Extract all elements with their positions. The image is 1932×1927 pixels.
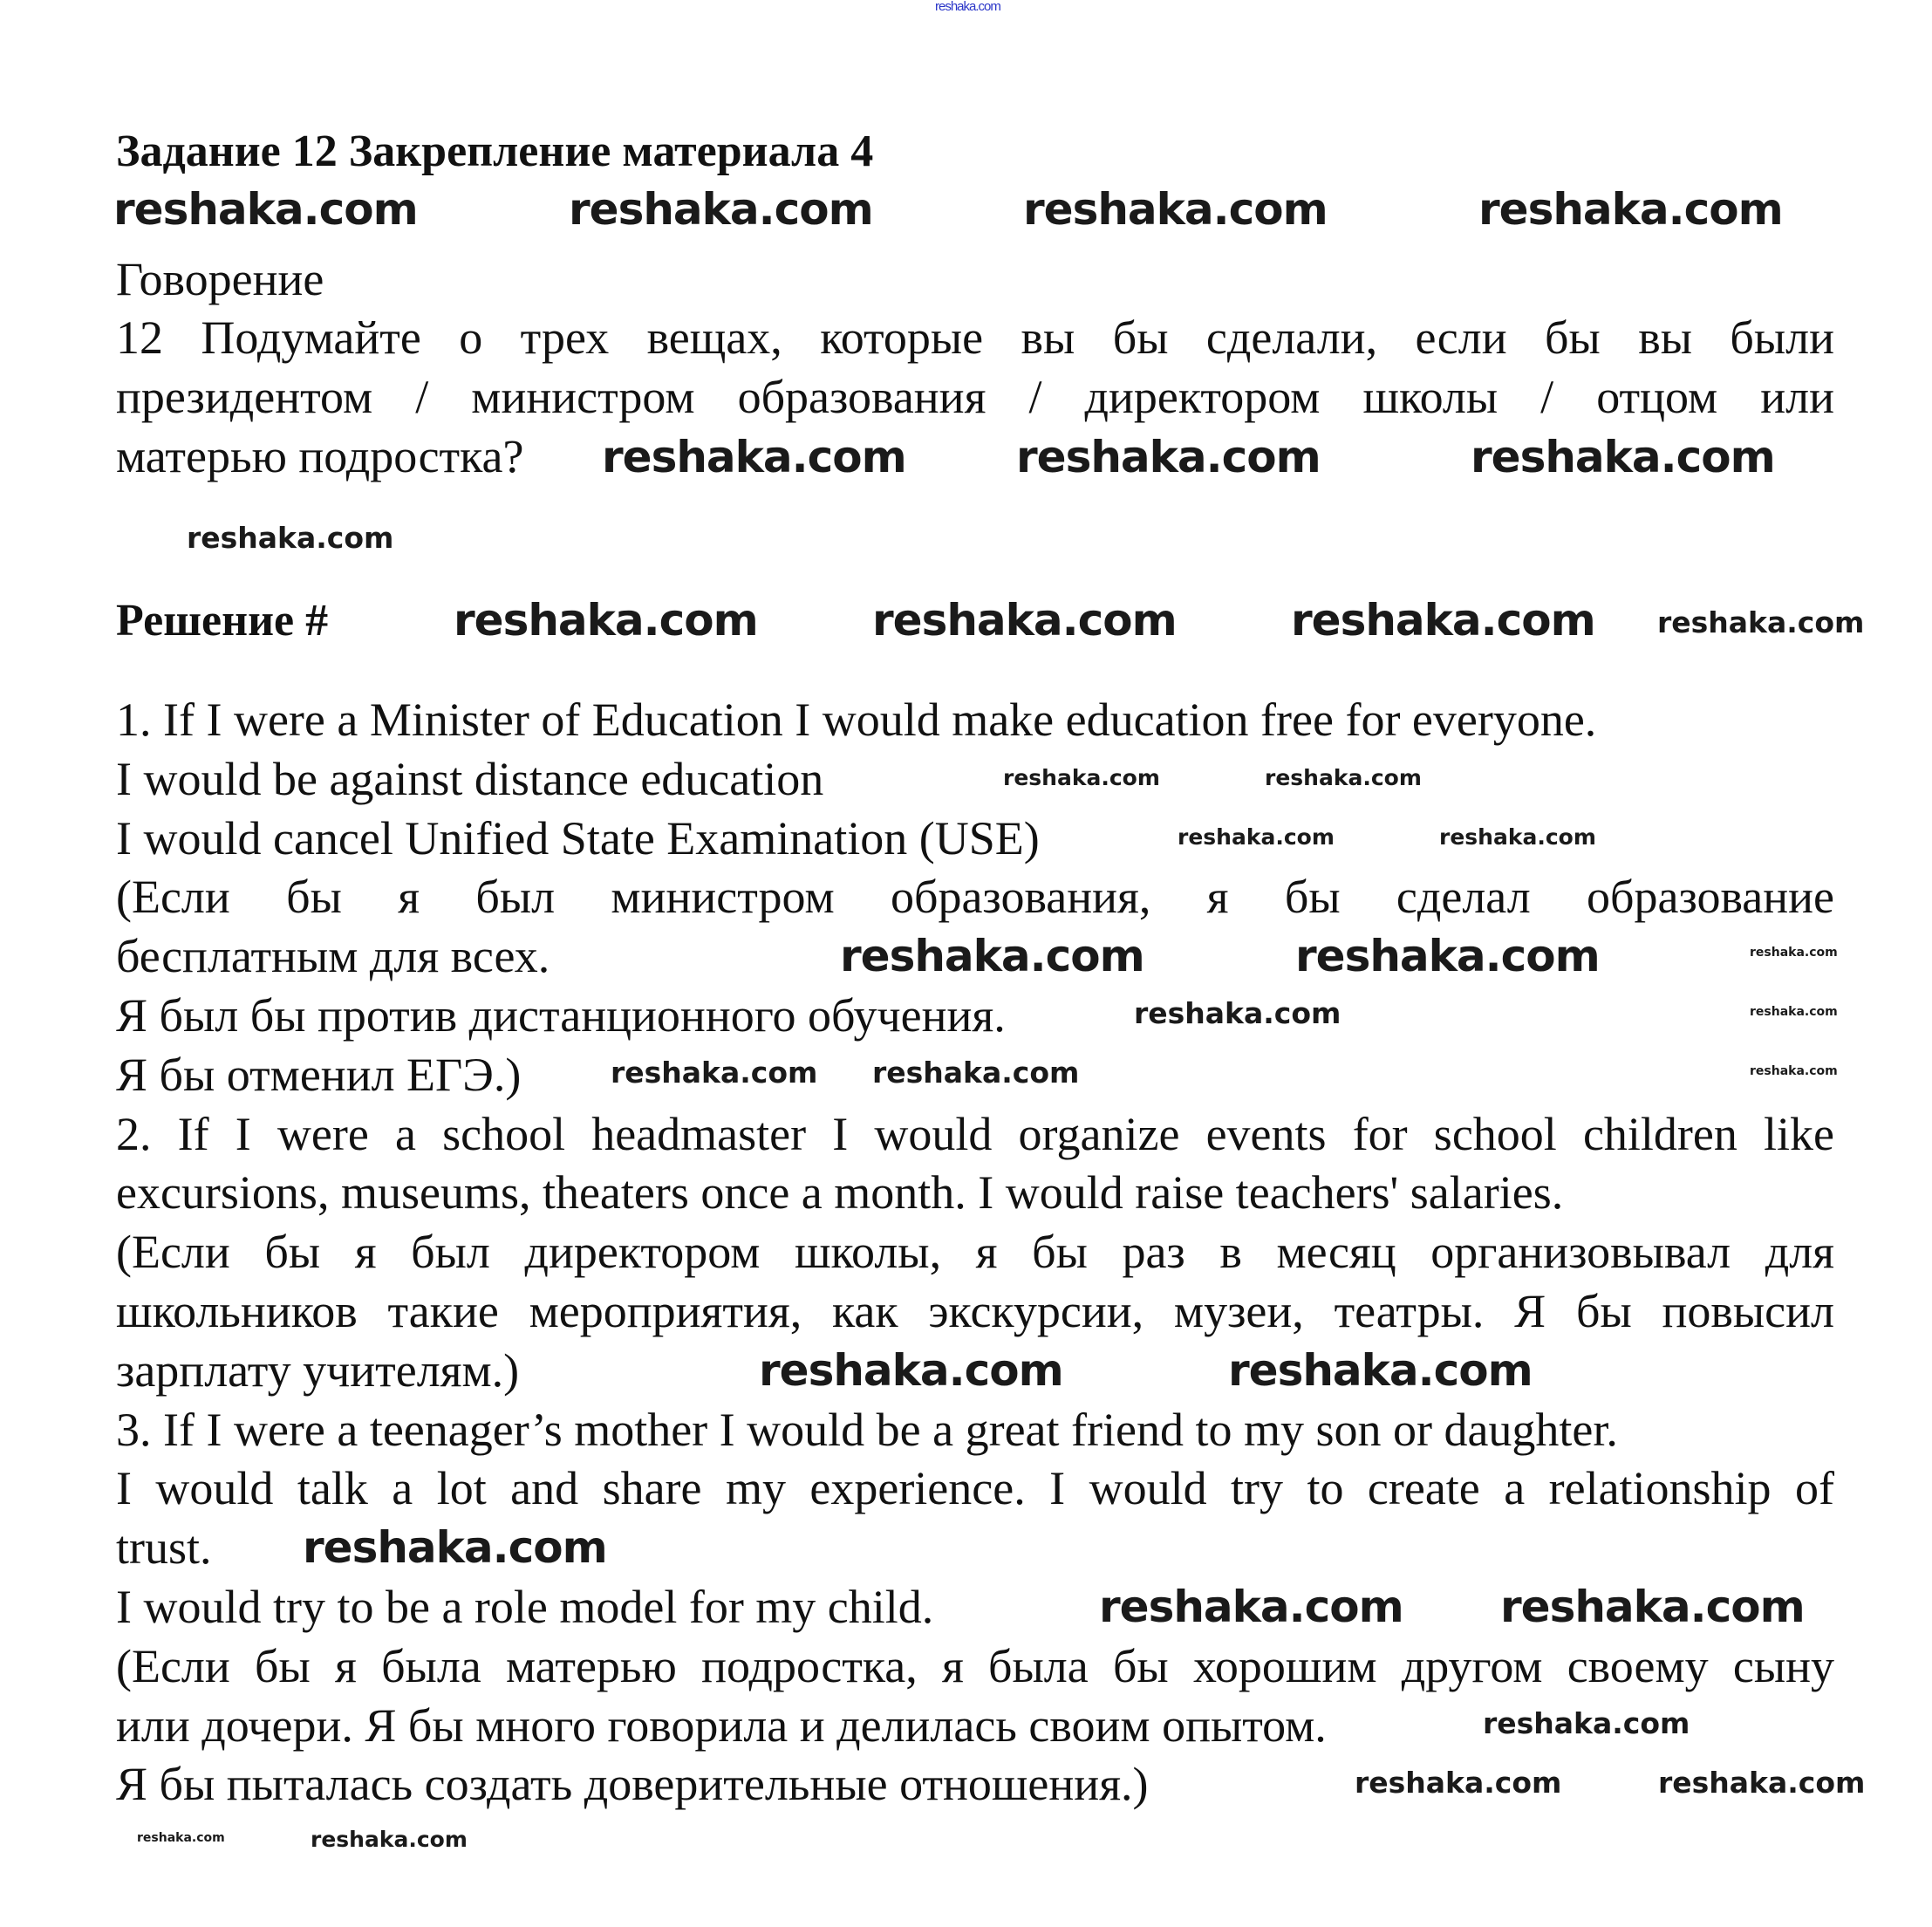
watermark: reshaka.com <box>611 1056 818 1090</box>
task-line: матерью подростка? <box>116 430 524 482</box>
watermark: reshaka.com <box>569 184 873 235</box>
solution-line: 2. If I were a school headmaster I would organize events for school children like <box>116 1107 1834 1160</box>
task-line: президентом / министром образования / директором школы / отцом или <box>116 371 1834 423</box>
watermark: reshaka.com <box>454 595 758 646</box>
solution-text <box>116 691 1834 1814</box>
watermark: reshaka.com <box>1439 824 1596 850</box>
watermark: reshaka.com <box>1099 1582 1403 1632</box>
solution-line: Я бы отменил ЕГЭ.) <box>116 1048 522 1101</box>
watermark: reshaka.com <box>1295 931 1600 981</box>
watermark: reshaka.com <box>935 0 1000 14</box>
solution-line: 1. If I were a Minister of Education I would make education free for everyone. <box>116 694 1597 746</box>
solution-line: I would be against distance education <box>116 752 824 805</box>
watermark: reshaka.com <box>1478 184 1783 235</box>
watermark: reshaka.com <box>1483 1706 1690 1740</box>
watermark: reshaka.com <box>1134 996 1341 1030</box>
watermark: reshaka.com <box>1355 1766 1562 1800</box>
watermark: reshaka.com <box>1291 595 1595 646</box>
solution-line: (Если бы я был министром образования, я бы сделал образование <box>116 871 1834 924</box>
solution-line: trust. <box>116 1521 212 1575</box>
watermark: reshaka.com <box>1023 184 1328 235</box>
watermark: reshaka.com <box>1750 946 1838 960</box>
watermark: reshaka.com <box>840 931 1144 981</box>
watermark: reshaka.com <box>1658 1766 1866 1800</box>
watermark: reshaka.com <box>187 521 394 555</box>
watermark: reshaka.com <box>1657 605 1865 639</box>
watermark: reshaka.com <box>113 184 418 235</box>
solution-line: I would try to be a role model for my child. <box>116 1580 934 1633</box>
solution-line: (Если бы я был директором школы, я бы раз в месяц организовывал для <box>116 1226 1834 1279</box>
solution-line: (Если бы я была матерью подростка, я была бы хорошим другом своему сыну <box>116 1639 1834 1692</box>
watermark: reshaka.com <box>1003 765 1160 790</box>
watermark: reshaka.com <box>1178 824 1335 850</box>
watermark: reshaka.com <box>872 1056 1080 1090</box>
watermark: reshaka.com <box>1750 1005 1838 1019</box>
solution-line: 3. If I were a teenager’s mother I would be a great friend to my son or daughter. <box>116 1403 1618 1456</box>
solution-line: бесплатным для всех. <box>116 930 550 983</box>
solution-line: или дочери. Я бы много говорила и делилась своим опытом. <box>116 1698 1327 1752</box>
watermark: reshaka.com <box>137 1831 225 1845</box>
watermark: reshaka.com <box>602 432 906 482</box>
solution-line: зарплату учителям.) <box>116 1343 520 1397</box>
watermark: reshaka.com <box>1016 432 1321 482</box>
watermark: reshaka.com <box>303 1522 607 1573</box>
solution-heading: Решение # <box>116 596 329 646</box>
task-line: 12 Подумайте о трех вещах, которые вы бы сделали, если бы вы были <box>116 311 1834 364</box>
solution-line: Я был бы против дистанционного обучения. <box>116 988 1006 1042</box>
solution-line: школьников такие мероприятия, как экскурсии, музеи, театры. Я бы повысил <box>116 1284 1834 1337</box>
section-label: Говорение <box>116 253 324 305</box>
watermark: reshaka.com <box>1265 765 1422 790</box>
watermark: reshaka.com <box>759 1345 1063 1396</box>
solution-line: Я бы пыталась создать доверительные отношения.) <box>116 1758 1149 1811</box>
watermark: reshaka.com <box>1500 1582 1805 1632</box>
solution-line: excursions, museums, theaters once a month. I would raise teachers' salaries. <box>116 1166 1564 1220</box>
watermark: reshaka.com <box>1228 1345 1533 1396</box>
watermark: reshaka.com <box>311 1827 468 1852</box>
solution-line: I would talk a lot and share my experience. I would try to create a relationship of <box>116 1462 1834 1515</box>
watermark: reshaka.com <box>1750 1064 1838 1078</box>
page-title: Задание 12 Закрепление материала 4 <box>116 126 874 176</box>
watermark: reshaka.com <box>872 595 1177 646</box>
watermark: reshaka.com <box>1471 432 1775 482</box>
solution-line: I would cancel Unified State Examination (USE) <box>116 811 1040 864</box>
